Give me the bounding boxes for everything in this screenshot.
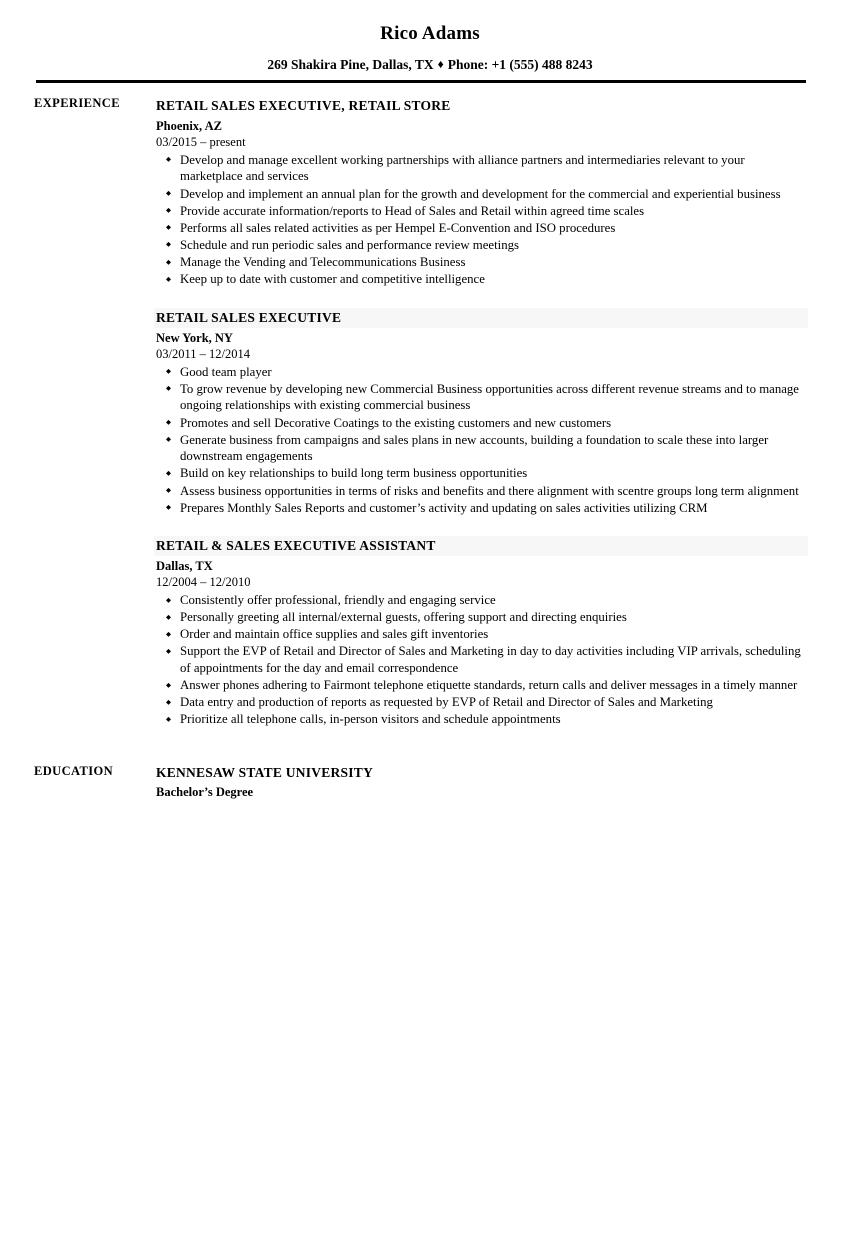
contact-address: 269 Shakira Pine, Dallas, TX [267,56,434,72]
job-location: Phoenix, AZ [156,118,222,133]
bullet-item: ◆ Schedule and run periodic sales and performance review meetings [154,237,808,254]
job-responsibilities [154,592,808,728]
header-divider [36,80,806,83]
job-entry [154,96,808,288]
bullet-item: ◆ Prepares Monthly Sales Reports and customer’s activity and updating on sales activities utilizing CRM [154,500,808,517]
bullet-item: ◆ Performs all sales related activities as per Hempel E-Convention and ISO procedures [154,220,808,237]
education-degree: Bachelor’s Degree [156,784,254,799]
bullet-item: ◆ Keep up to date with customer and competitive intelligence [154,271,808,288]
bullet-item: ◆ Prioritize all telephone calls, in-person visitors and schedule appointments [154,711,808,728]
bullet-item: ◆ Provide accurate information/reports to Head of Sales and Retail within agreed time scales [154,203,808,220]
bullet-item: ◆ Build on key relationships to build long term business opportunities [154,465,808,482]
bullet-item: ◆ Consistently offer professional, friendly and engaging service [154,592,808,609]
job-title: RETAIL SALES EXECUTIVE [154,308,808,328]
bullet-item: ◆ Data entry and production of reports as requested by EVP of Retail and Director of Sales and Marketing [154,694,808,711]
bullet-item: ◆ Generate business from campaigns and sales plans in new accounts, building a foundation to scale these into larger downstream engagements [154,432,808,465]
bullet-item: ◆ Develop and manage excellent working partnerships with alliance partners and intermediaries relevant to your marketplace and services [154,152,808,185]
job-dates: 03/2015 – present [156,134,246,149]
section-label-experience: EXPERIENCE [34,96,120,110]
bullet-item: ◆ Answer phones adhering to Fairmont telephone etiquette standards, return calls and deliver messages in a timely manner [154,677,808,694]
bullet-item: ◆ Personally greeting all internal/external guests, offering support and directing enquiries [154,609,808,626]
job-location: Dallas, TX [156,559,213,574]
bullet-item: ◆ To grow revenue by developing new Commercial Business opportunities across different revenue streams and to manage ongoing relationships with existing commercial business [154,381,808,414]
job-title: RETAIL SALES EXECUTIVE, RETAIL STORE [156,98,451,113]
job-responsibilities [154,364,808,517]
job-title: RETAIL & SALES EXECUTIVE ASSISTANT [154,536,808,556]
bullet-item: ◆ Promotes and sell Decorative Coatings to the existing customers and new customers [154,415,808,432]
resume-body [0,96,860,800]
education-school: KENNESAW STATE UNIVERSITY [156,765,374,781]
job-dates: 03/2011 – 12/2014 [156,346,250,361]
resume-header [0,0,860,74]
contact-phone: Phone: +1 (555) 488 8243 [447,56,593,72]
bullet-item: ◆ Order and maintain office supplies and sales gift inventories [154,626,808,643]
bullet-item: ◆ Good team player [154,364,808,381]
job-responsibilities [154,152,808,288]
bullet-item: ◆ Support the EVP of Retail and Director of Sales and Marketing in day to day activities including VIP arrivals, scheduling of appointments for the day and email correspondence [154,643,808,676]
diamond-separator-icon: ♦ [437,56,444,71]
job-dates: 12/2004 – 12/2010 [156,575,251,590]
section-experience [0,96,860,728]
job-entry [154,308,808,516]
bullet-item: ◆ Develop and implement an annual plan for the growth and development for the commercial and experiential business [154,186,808,203]
job-entry [154,536,808,728]
education-entries [154,764,808,800]
experience-entries [154,96,808,728]
section-education [0,764,860,800]
bullet-item: ◆ Manage the Vending and Telecommunications Business [154,254,808,271]
job-location: New York, NY [156,330,233,345]
bullet-item: ◆ Assess business opportunities in terms of risks and benefits and there alignment with scentre groups long term alignment [154,483,808,500]
section-label-education: EDUCATION [34,764,114,779]
contact-line [0,57,860,74]
candidate-name: Rico Adams [380,23,480,44]
